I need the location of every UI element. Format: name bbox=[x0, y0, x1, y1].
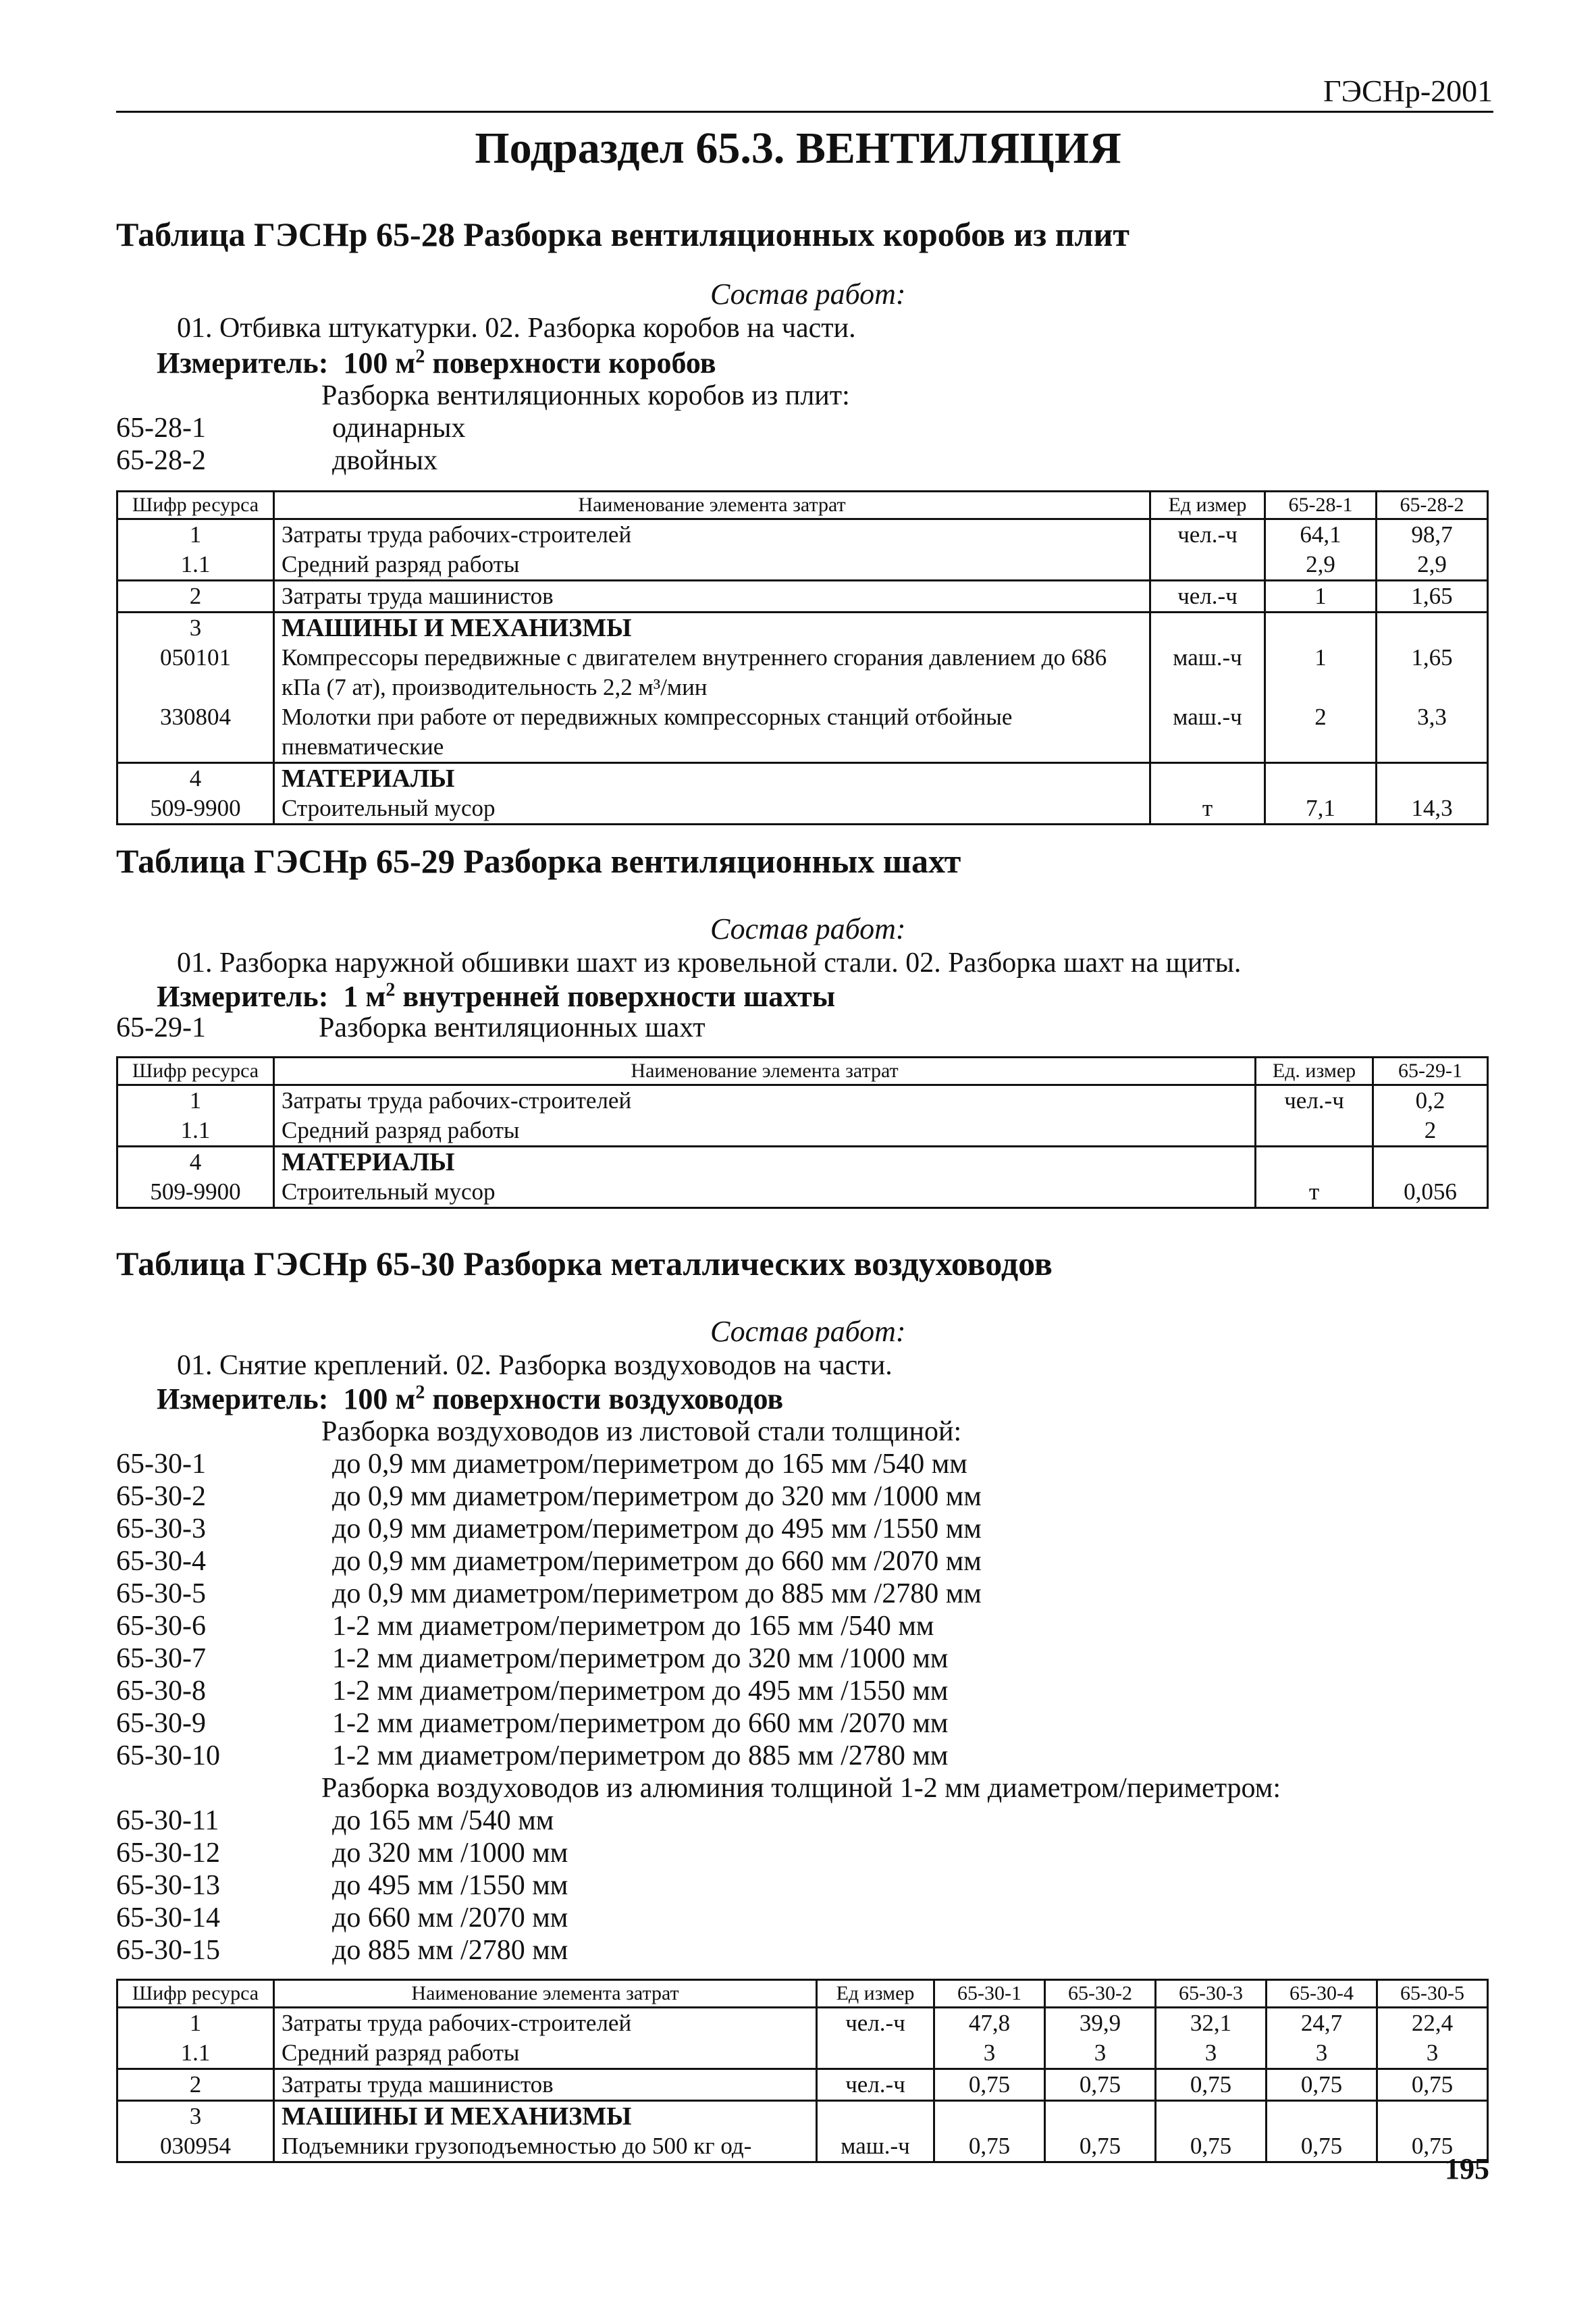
composition-heading: Состав работ: bbox=[710, 1315, 906, 1348]
resource-value: 0,75 bbox=[1377, 2131, 1488, 2162]
resource-value: 3 bbox=[1377, 2038, 1488, 2069]
resource-table-65-30 bbox=[116, 1979, 1489, 2163]
variant-name: до 885 мм /2780 мм bbox=[332, 1935, 568, 1966]
work-composition: 01. Отбивка штукатурки. 02. Разборка коробов на части. bbox=[177, 313, 856, 344]
col-header: Наименование элемента затрат bbox=[274, 1058, 1256, 1085]
resource-unit: чел.-ч bbox=[817, 2069, 934, 2101]
resource-code: 2 bbox=[117, 2069, 274, 2101]
table-header-row bbox=[117, 1980, 1488, 2008]
resource-value bbox=[1156, 2101, 1267, 2132]
variant-row bbox=[116, 1837, 568, 1869]
variant-code: 65-30-2 bbox=[116, 1481, 206, 1512]
col-header: 65-28-2 bbox=[1377, 492, 1488, 519]
resource-code: 1.1 bbox=[117, 2038, 274, 2069]
table-row bbox=[117, 702, 1488, 763]
variant-name: до 0,9 мм диаметром/периметром до 660 мм /2070 мм bbox=[332, 1546, 982, 1577]
variant-row bbox=[116, 1610, 934, 1642]
work-composition: 01. Снятие креплений. 02. Разборка воздуховодов на части. bbox=[177, 1350, 893, 1381]
col-header: Шифр ресурса bbox=[117, 1980, 274, 2008]
resource-unit: чел.-ч bbox=[1150, 581, 1265, 613]
resource-unit bbox=[1256, 1147, 1373, 1178]
meter-rest: внутренней поверхности шахты bbox=[395, 980, 836, 1013]
variant-row bbox=[116, 1480, 982, 1513]
meter-line bbox=[157, 979, 835, 1014]
variant-name: 1-2 мм диаметром/периметром до 165 мм /540 мм bbox=[332, 1611, 934, 1642]
meter-label: Измеритель: bbox=[157, 346, 329, 380]
variant-row bbox=[116, 1675, 948, 1707]
resource-name: Компрессоры передвижные с двигателем внутреннего сгорания давлением до 686 кПа (7 ат), производительность 2,2 м³/мин bbox=[274, 643, 1150, 702]
resource-value: 0,75 bbox=[1156, 2131, 1267, 2162]
variant-row bbox=[116, 1869, 568, 1902]
col-header: 65-30-2 bbox=[1045, 1980, 1156, 2008]
variant-code: 65-30-12 bbox=[116, 1838, 220, 1869]
variant-code: 65-30-11 bbox=[116, 1805, 219, 1836]
col-header: 65-30-1 bbox=[934, 1980, 1045, 2008]
resource-name: Средний разряд работы bbox=[274, 550, 1150, 581]
variant-row bbox=[116, 1012, 706, 1044]
variant-code: 65-30-1 bbox=[116, 1449, 206, 1480]
variant-row bbox=[116, 444, 437, 477]
resource-name: Затраты труда рабочих-строителей bbox=[274, 2008, 817, 2039]
col-header: Ед измер bbox=[817, 1980, 934, 2008]
variant-code: 65-30-6 bbox=[116, 1611, 206, 1642]
resource-value bbox=[1267, 2101, 1377, 2132]
resource-name: Строительный мусор bbox=[274, 1177, 1256, 1208]
meter-label: Измеритель: bbox=[157, 1382, 329, 1415]
resource-name: Затраты труда машинистов bbox=[274, 581, 1150, 613]
variant-code: 65-30-14 bbox=[116, 1902, 220, 1933]
meter-sup: 2 bbox=[415, 1382, 425, 1403]
table-row bbox=[117, 613, 1488, 644]
resource-name: Затраты труда машинистов bbox=[274, 2069, 817, 2101]
meter-value: 1 м bbox=[343, 980, 386, 1013]
variant-row bbox=[116, 412, 465, 444]
resource-value: 0,75 bbox=[1377, 2069, 1488, 2101]
col-header: Шифр ресурса bbox=[117, 1058, 274, 1085]
variant-code: 65-30-7 bbox=[116, 1643, 206, 1674]
resource-value: 98,7 bbox=[1377, 519, 1488, 550]
resource-table-65-28 bbox=[116, 490, 1489, 825]
resource-name: Затраты труда рабочих-строителей bbox=[274, 519, 1150, 550]
col-header: 65-29-1 bbox=[1373, 1058, 1488, 1085]
col-header: 65-30-5 bbox=[1377, 1980, 1488, 2008]
variant-row bbox=[116, 1902, 568, 1934]
meter-rest: поверхности коробов bbox=[425, 346, 716, 380]
resource-code: 4 bbox=[117, 1147, 274, 1178]
resource-value: 22,4 bbox=[1377, 2008, 1488, 2039]
composition-heading: Состав работ: bbox=[710, 278, 906, 311]
variant-row bbox=[116, 1513, 982, 1545]
table-row bbox=[117, 763, 1488, 794]
col-header: Шифр ресурса bbox=[117, 492, 274, 519]
section-name: МАТЕРИАЛЫ bbox=[274, 1147, 1256, 1178]
resource-value bbox=[1377, 613, 1488, 644]
variant-name: до 165 мм /540 мм bbox=[332, 1805, 554, 1836]
variant-name: 1-2 мм диаметром/периметром до 885 мм /2780 мм bbox=[332, 1740, 949, 1771]
resource-unit: чел.-ч bbox=[1256, 1085, 1373, 1116]
resource-value: 39,9 bbox=[1045, 2008, 1156, 2039]
table-65-28-title: Таблица ГЭСНр 65-28 Разборка вентиляционных коробов из плит bbox=[116, 215, 1129, 253]
resource-value: 64,1 bbox=[1265, 519, 1377, 550]
variant-name: до 0,9 мм диаметром/периметром до 885 мм /2780 мм bbox=[332, 1578, 982, 1609]
meter-rest: поверхности воздуховодов bbox=[425, 1382, 784, 1415]
table-row bbox=[117, 1116, 1488, 1147]
resource-unit bbox=[817, 2101, 934, 2132]
variant-code: 65-30-4 bbox=[116, 1546, 206, 1577]
col-header: Ед измер bbox=[1150, 492, 1265, 519]
table-row bbox=[117, 581, 1488, 613]
table-row bbox=[117, 794, 1488, 825]
section-name: МАШИНЫ И МЕХАНИЗМЫ bbox=[274, 613, 1150, 644]
subsection-title: Подраздел 65.3. ВЕНТИЛЯЦИЯ bbox=[475, 124, 1121, 173]
resource-value: 2,9 bbox=[1377, 550, 1488, 581]
col-header: Наименование элемента затрат bbox=[274, 1980, 817, 2008]
resource-value: 7,1 bbox=[1265, 794, 1377, 825]
meter-line bbox=[157, 346, 716, 380]
variant-name: до 0,9 мм диаметром/периметром до 320 мм /1000 мм bbox=[332, 1481, 982, 1512]
resource-code: 050101 bbox=[117, 643, 274, 702]
document-code: ГЭСНр-2001 bbox=[1323, 74, 1493, 108]
variant-row bbox=[116, 1934, 568, 1967]
meter-value: 100 м bbox=[343, 346, 416, 380]
resource-value: 3 bbox=[1156, 2038, 1267, 2069]
variant-code: 65-30-9 bbox=[116, 1708, 206, 1739]
resource-code: 1 bbox=[117, 519, 274, 550]
resource-unit bbox=[817, 2038, 934, 2069]
resource-value: 0,75 bbox=[1045, 2131, 1156, 2162]
resource-name: Молотки при работе от передвижных компрессорных станций отбойные пневматические bbox=[274, 702, 1150, 763]
section-name: МАШИНЫ И МЕХАНИЗМЫ bbox=[274, 2101, 817, 2132]
resource-value bbox=[1045, 2101, 1156, 2132]
resource-unit: маш.-ч bbox=[1150, 702, 1265, 763]
variant-group-heading: Разборка воздуховодов из листовой стали толщиной: bbox=[321, 1416, 962, 1447]
resource-code: 509-9900 bbox=[117, 1177, 274, 1208]
resource-value: 14,3 bbox=[1377, 794, 1488, 825]
resource-value: 1 bbox=[1265, 643, 1377, 702]
variant-row bbox=[116, 1578, 982, 1610]
variant-name: 1-2 мм диаметром/периметром до 495 мм /1550 мм bbox=[332, 1675, 949, 1707]
variant-row bbox=[116, 1740, 948, 1772]
variant-row bbox=[116, 1804, 554, 1837]
resource-unit bbox=[1150, 550, 1265, 581]
meter-label: Измеритель: bbox=[157, 980, 329, 1013]
resource-value: 3,3 bbox=[1377, 702, 1488, 763]
variant-name: до 320 мм /1000 мм bbox=[332, 1838, 568, 1869]
table-row bbox=[117, 2038, 1488, 2069]
variant-code: 65-30-8 bbox=[116, 1675, 206, 1707]
resource-value bbox=[1373, 1147, 1488, 1178]
variant-row bbox=[116, 1642, 948, 1675]
page-number: 195 bbox=[1445, 2152, 1489, 2185]
resource-value: 0,75 bbox=[1045, 2069, 1156, 2101]
resource-value: 0,75 bbox=[1156, 2069, 1267, 2101]
table-row bbox=[117, 643, 1488, 702]
table-header-row bbox=[117, 492, 1488, 519]
resource-value: 0,056 bbox=[1373, 1177, 1488, 1208]
variant-row bbox=[116, 1707, 948, 1740]
resource-unit: маш.-ч bbox=[1150, 643, 1265, 702]
variant-code: 65-30-10 bbox=[116, 1740, 220, 1771]
table-row bbox=[117, 1147, 1488, 1178]
variant-code: 65-28-1 bbox=[116, 413, 206, 444]
resource-value: 1,65 bbox=[1377, 643, 1488, 702]
col-header: 65-30-3 bbox=[1156, 1980, 1267, 2008]
resource-value bbox=[1377, 763, 1488, 794]
resource-code: 1 bbox=[117, 2008, 274, 2039]
table-row bbox=[117, 2101, 1488, 2132]
resource-unit: маш.-ч bbox=[817, 2131, 934, 2162]
variant-code: 65-30-3 bbox=[116, 1513, 206, 1544]
table-row bbox=[117, 2069, 1488, 2101]
variant-name: до 0,9 мм диаметром/периметром до 495 мм /1550 мм bbox=[332, 1513, 982, 1544]
resource-value: 3 bbox=[934, 2038, 1045, 2069]
resource-unit bbox=[1150, 613, 1265, 644]
variant-code: 65-30-5 bbox=[116, 1578, 206, 1609]
col-header: Ед. измер bbox=[1256, 1058, 1373, 1085]
resource-value: 2 bbox=[1373, 1116, 1488, 1147]
work-composition: 01. Разборка наружной обшивки шахт из кровельной стали. 02. Разборка шахт на щиты. bbox=[177, 947, 1242, 979]
resource-value: 0,75 bbox=[1267, 2069, 1377, 2101]
resource-value: 1,65 bbox=[1377, 581, 1488, 613]
variant-code: 65-30-15 bbox=[116, 1935, 220, 1966]
resource-table-65-29 bbox=[116, 1056, 1489, 1209]
table-row bbox=[117, 2008, 1488, 2039]
resource-value bbox=[1265, 763, 1377, 794]
section-name: МАТЕРИАЛЫ bbox=[274, 763, 1150, 794]
resource-value bbox=[1265, 613, 1377, 644]
resource-unit bbox=[1150, 763, 1265, 794]
resource-unit: т bbox=[1256, 1177, 1373, 1208]
resource-code: 509-9900 bbox=[117, 794, 274, 825]
meter-value: 100 м bbox=[343, 1382, 416, 1415]
resource-name: Средний разряд работы bbox=[274, 2038, 817, 2069]
resource-code: 030954 bbox=[117, 2131, 274, 2162]
variant-name: двойных bbox=[332, 445, 438, 476]
resource-name: Строительный мусор bbox=[274, 794, 1150, 825]
meter-sup: 2 bbox=[385, 979, 396, 1001]
resource-value: 47,8 bbox=[934, 2008, 1045, 2039]
resource-unit: чел.-ч bbox=[817, 2008, 934, 2039]
col-header: 65-28-1 bbox=[1265, 492, 1377, 519]
resource-name: Затраты труда рабочих-строителей bbox=[274, 1085, 1256, 1116]
resource-value: 2,9 bbox=[1265, 550, 1377, 581]
variant-row bbox=[116, 1545, 982, 1578]
resource-value: 0,75 bbox=[1267, 2131, 1377, 2162]
variant-name: 1-2 мм диаметром/периметром до 660 мм /2070 мм bbox=[332, 1708, 949, 1739]
variant-name: до 660 мм /2070 мм bbox=[332, 1902, 568, 1933]
variant-name: до 495 мм /1550 мм bbox=[332, 1870, 568, 1901]
col-header: 65-30-4 bbox=[1267, 1980, 1377, 2008]
table-header-row bbox=[117, 1058, 1488, 1085]
resource-value: 1 bbox=[1265, 581, 1377, 613]
variant-name: до 0,9 мм диаметром/периметром до 165 мм /540 мм bbox=[332, 1449, 967, 1480]
variant-name: одинарных bbox=[332, 413, 466, 444]
variant-row bbox=[116, 1448, 967, 1480]
col-header: Наименование элемента затрат bbox=[274, 492, 1150, 519]
variant-group-heading: Разборка вентиляционных коробов из плит: bbox=[321, 380, 850, 411]
resource-code: 3 bbox=[117, 613, 274, 644]
resource-value: 24,7 bbox=[1267, 2008, 1377, 2039]
resource-unit bbox=[1256, 1116, 1373, 1147]
resource-name: Подъемники грузоподъемностью до 500 кг од- bbox=[274, 2131, 817, 2162]
resource-code: 2 bbox=[117, 581, 274, 613]
resource-code: 1.1 bbox=[117, 550, 274, 581]
resource-value bbox=[1377, 2101, 1488, 2132]
resource-value: 3 bbox=[1045, 2038, 1156, 2069]
variant-name: Разборка вентиляционных шахт bbox=[319, 1012, 706, 1043]
resource-code: 330804 bbox=[117, 702, 274, 763]
header-rule bbox=[116, 111, 1493, 113]
resource-name: Средний разряд работы bbox=[274, 1116, 1256, 1147]
resource-code: 3 bbox=[117, 2101, 274, 2132]
resource-unit: чел.-ч bbox=[1150, 519, 1265, 550]
resource-value: 3 bbox=[1267, 2038, 1377, 2069]
resource-code: 1 bbox=[117, 1085, 274, 1116]
variant-code: 65-28-2 bbox=[116, 445, 206, 476]
meter-sup: 2 bbox=[415, 346, 425, 367]
resource-code: 4 bbox=[117, 763, 274, 794]
meter-line bbox=[157, 1382, 783, 1416]
resource-value bbox=[934, 2101, 1045, 2132]
resource-value: 0,2 bbox=[1373, 1085, 1488, 1116]
variant-code: 65-30-13 bbox=[116, 1870, 220, 1901]
table-65-29-title: Таблица ГЭСНр 65-29 Разборка вентиляционных шахт bbox=[116, 842, 961, 880]
resource-unit: т bbox=[1150, 794, 1265, 825]
table-row bbox=[117, 519, 1488, 550]
resource-value: 0,75 bbox=[934, 2069, 1045, 2101]
resource-value: 0,75 bbox=[934, 2131, 1045, 2162]
variant-group-heading: Разборка воздуховодов из алюминия толщиной 1-2 мм диаметром/периметром: bbox=[321, 1773, 1281, 1804]
resource-code: 1.1 bbox=[117, 1116, 274, 1147]
table-row bbox=[117, 1177, 1488, 1208]
table-65-30-title: Таблица ГЭСНр 65-30 Разборка металлических воздуховодов bbox=[116, 1245, 1053, 1282]
table-row bbox=[117, 550, 1488, 581]
table-row bbox=[117, 1085, 1488, 1116]
composition-heading: Состав работ: bbox=[710, 912, 906, 945]
variant-name: 1-2 мм диаметром/периметром до 320 мм /1000 мм bbox=[332, 1643, 949, 1674]
resource-value: 32,1 bbox=[1156, 2008, 1267, 2039]
resource-value: 2 bbox=[1265, 702, 1377, 763]
variant-code: 65-29-1 bbox=[116, 1012, 206, 1043]
table-row bbox=[117, 2131, 1488, 2162]
